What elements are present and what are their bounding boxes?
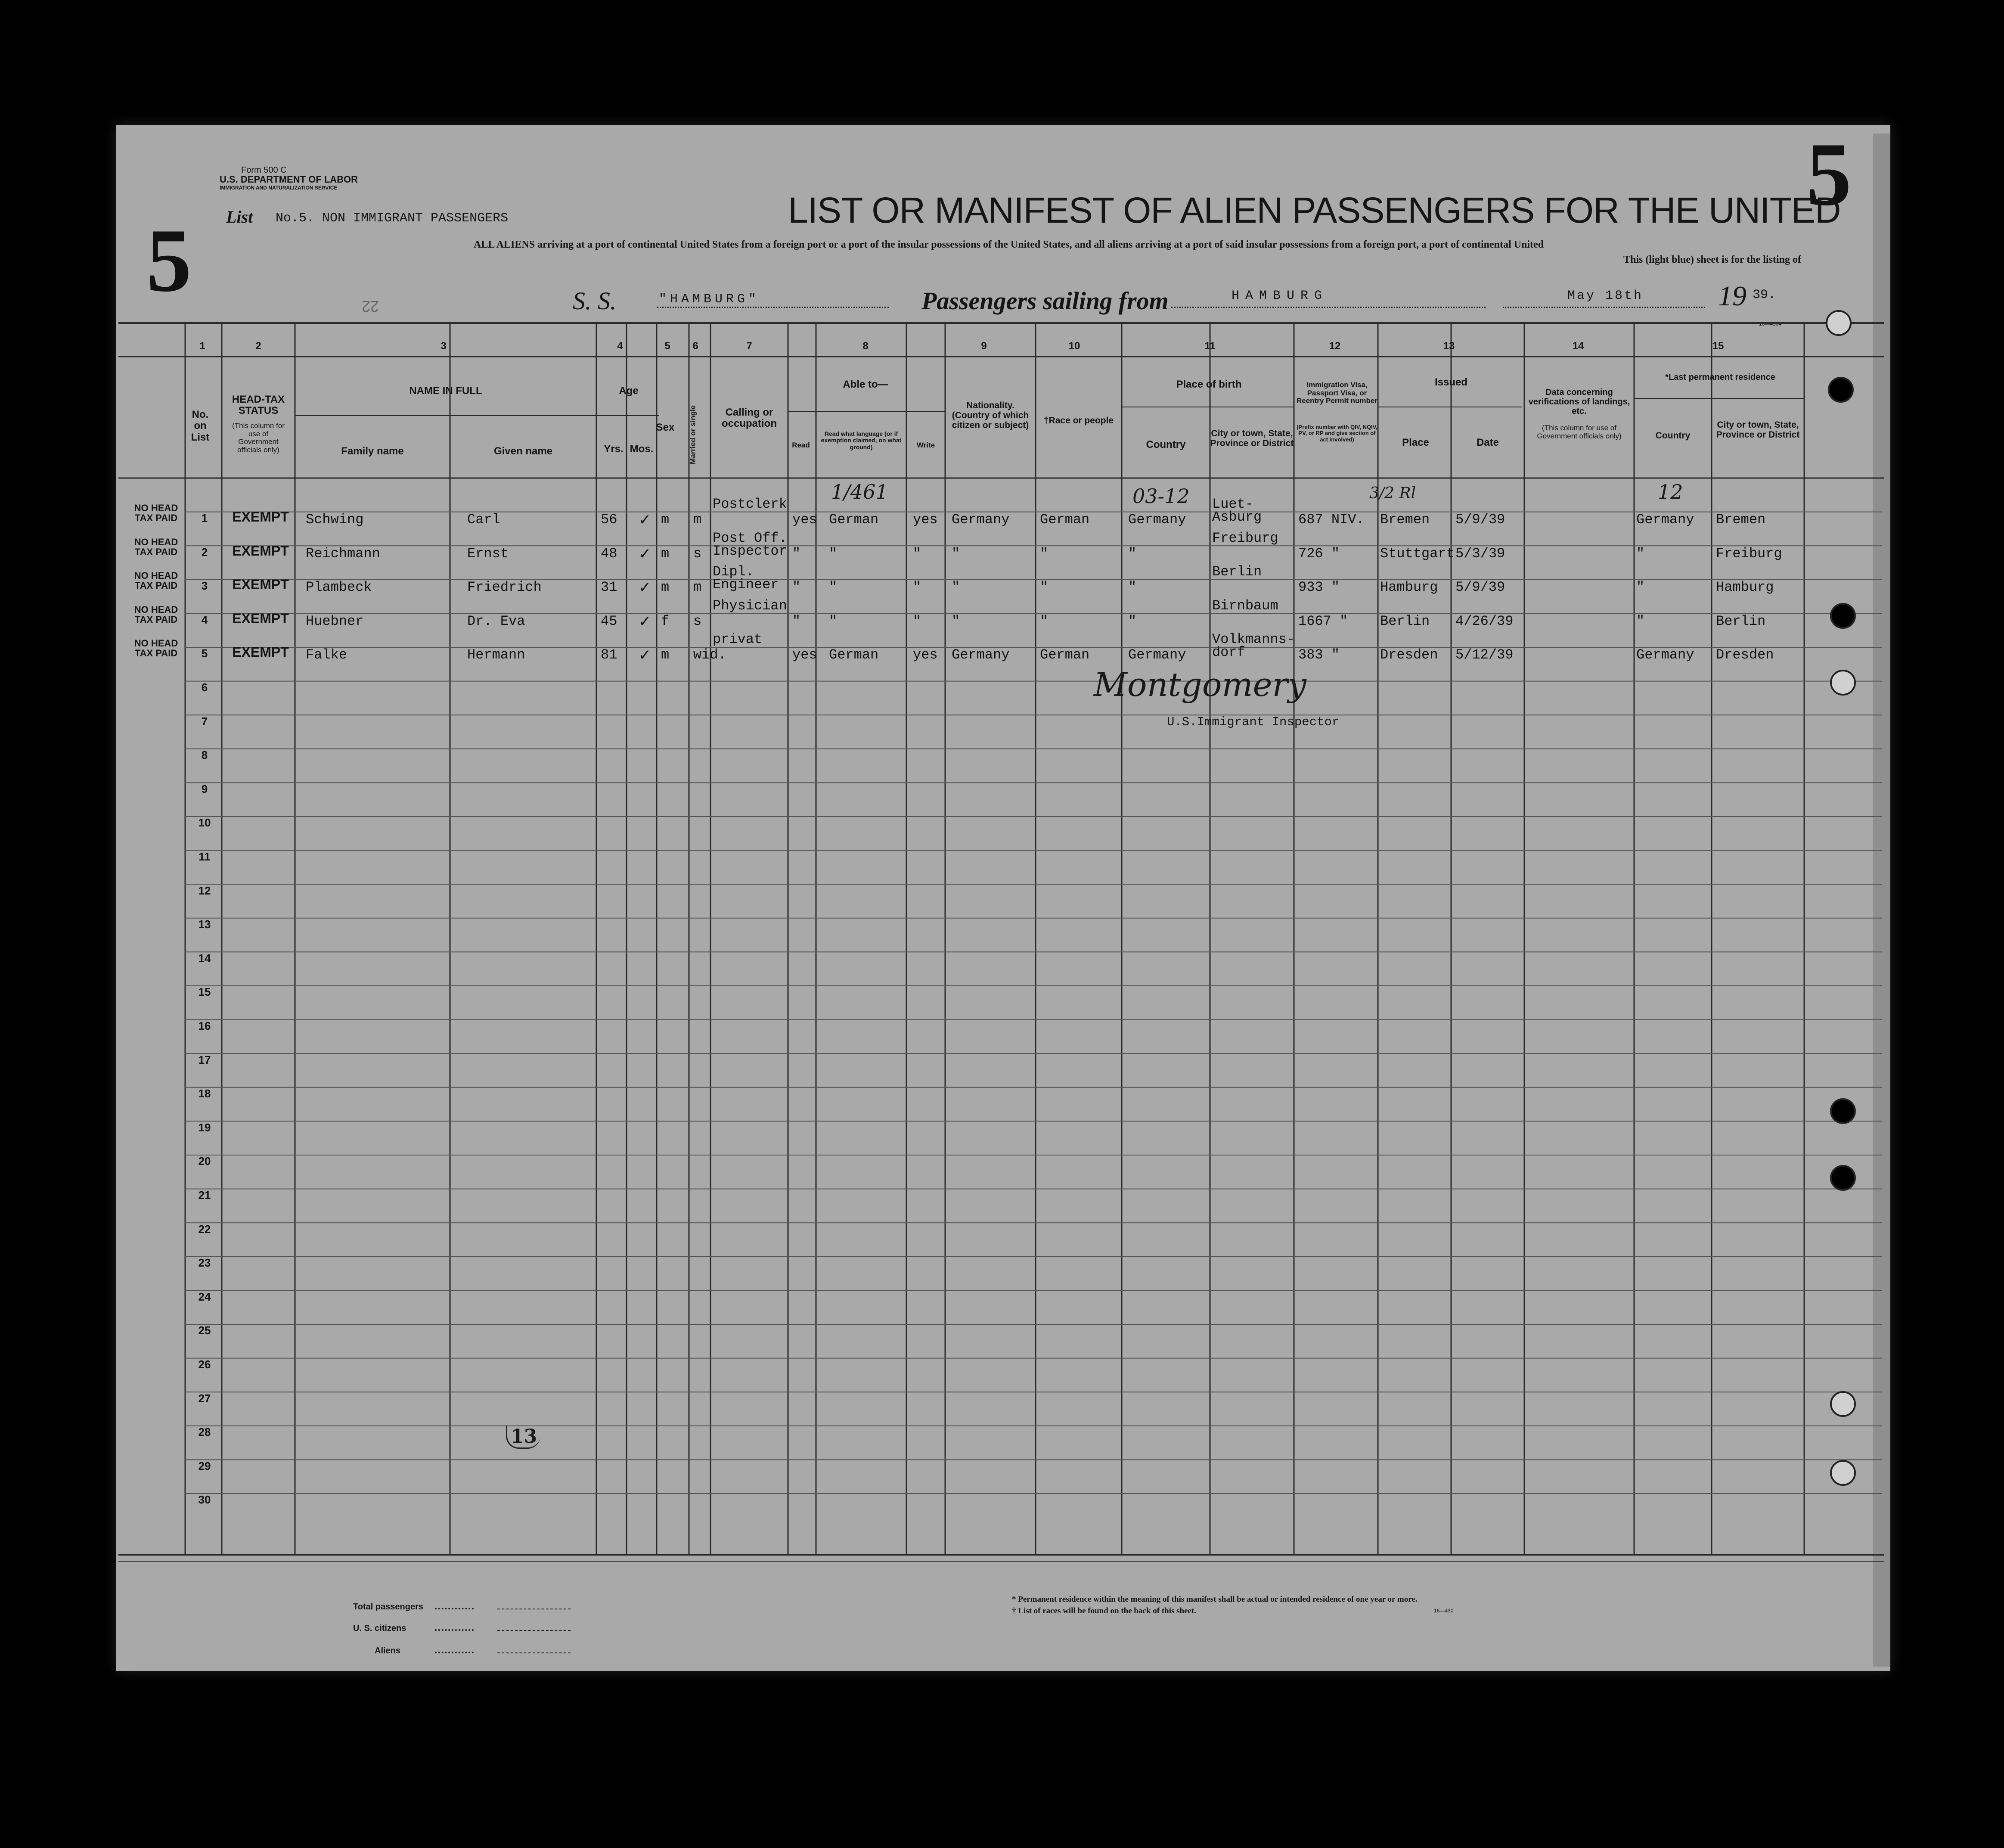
ss-label: S. S.: [573, 287, 617, 315]
row-number: 5: [201, 647, 208, 660]
nationality: Germany: [952, 647, 1010, 663]
footer-aliens-label: Aliens: [375, 1646, 401, 1655]
can-write: ": [913, 579, 921, 596]
row-number: 24: [198, 1290, 211, 1303]
header-res-country: Country: [1655, 431, 1691, 441]
header-able-to: Able to—: [843, 379, 888, 390]
row-number: 19: [198, 1121, 211, 1134]
exempt-stamp: EXEMPT: [232, 509, 289, 525]
row-number: 26: [198, 1358, 211, 1371]
punch-hole: [1830, 670, 1856, 696]
birth-city: Freiburg: [1212, 530, 1278, 546]
column-lines: [185, 323, 1804, 1555]
punch-hole: [1830, 1098, 1856, 1124]
residence-country: Germany: [1636, 512, 1694, 528]
birth-country: ": [1128, 579, 1137, 596]
stamp-code: 22: [362, 298, 379, 315]
check-mark: ✓: [639, 612, 650, 632]
read-language: German: [829, 512, 879, 528]
sheet-number-right: 5: [1806, 124, 1852, 224]
row-number: 2: [201, 545, 208, 559]
row-number: 21: [198, 1189, 211, 1202]
birth-city: Volkmanns-dorf: [1212, 631, 1295, 661]
punch-hole: [1828, 377, 1854, 403]
exempt-stamp: EXEMPT: [232, 577, 289, 593]
exempt-stamp: EXEMPT: [232, 644, 289, 660]
header-family-name: Family name: [341, 445, 404, 457]
race: ": [1040, 613, 1049, 629]
race: ": [1040, 545, 1049, 562]
row-number: 8: [201, 749, 208, 762]
nationality: Germany: [952, 512, 1010, 528]
marital-status: m: [693, 579, 702, 596]
residence-city: Dresden: [1716, 647, 1774, 663]
year-suffix: 39.: [1753, 288, 1776, 302]
header-verification-note: (This column for use of Government officials only): [1537, 424, 1622, 440]
check-mark: ✓: [639, 646, 650, 666]
column-number: 4: [617, 340, 623, 352]
column-number: 3: [441, 340, 447, 352]
marital-status: s: [693, 613, 702, 629]
residence-country: Germany: [1636, 647, 1694, 663]
check-mark: ✓: [639, 511, 650, 531]
read-language: German: [829, 647, 879, 663]
occupation: Physician: [713, 597, 787, 614]
birth-city: Luet-Asburg: [1212, 496, 1262, 525]
punch-hole: [1830, 1165, 1856, 1191]
head-tax-stamp: NO HEAD TAX PAID: [134, 536, 178, 557]
header-date: Date: [1476, 437, 1499, 448]
footer-code: 16—430: [1434, 1608, 1454, 1614]
visa-number: 1667 ": [1298, 613, 1348, 629]
row-number: 14: [198, 951, 211, 965]
annotation-4: 3/2 Rl: [1369, 485, 1416, 502]
list-label: List: [226, 207, 253, 227]
row-number: 18: [198, 1087, 211, 1100]
given-name: Ernst: [467, 545, 509, 562]
header-visa-note: (Prefix number with QIV, NQIV, PV, or RP and give section of act involved): [1297, 424, 1377, 443]
family-name: Plambeck: [306, 579, 372, 596]
header-place: Place: [1402, 437, 1429, 448]
header-calling: Calling or occupation: [721, 407, 777, 430]
header-res-city: City or town, State, Province or District: [1716, 420, 1800, 440]
family-name: Schwing: [306, 512, 364, 528]
visa-number: 933 ": [1298, 579, 1340, 596]
row-number: 4: [201, 613, 208, 626]
column-number: 14: [1572, 340, 1584, 352]
header-read-language: Read what language (or if exemption claimed, on what ground): [821, 430, 902, 450]
footer-total-label: Total passengers: [353, 1602, 424, 1612]
read-language: ": [829, 579, 838, 596]
race: German: [1040, 512, 1090, 528]
page-title: LIST OR MANIFEST OF ALIEN PASSENGERS FOR THE UNITED: [788, 190, 1841, 230]
issued-place: Berlin: [1380, 613, 1430, 629]
column-number: 1: [199, 340, 205, 352]
circled-number: 13: [506, 1426, 540, 1449]
birth-country: ": [1128, 545, 1137, 562]
race: German: [1040, 647, 1090, 663]
visa-number: 726 ": [1298, 545, 1340, 562]
issued-place: Hamburg: [1380, 579, 1438, 596]
sex: m: [661, 647, 670, 663]
read-language: ": [829, 545, 838, 562]
issued-place: Dresden: [1380, 647, 1438, 663]
residence-city: Freiburg: [1716, 545, 1782, 562]
row-number: 28: [198, 1426, 211, 1439]
occupation: Postclerk: [713, 496, 787, 512]
check-mark: ✓: [639, 545, 650, 565]
residence-country: ": [1636, 579, 1645, 596]
birth-country: Germany: [1128, 647, 1186, 663]
header-age: Age: [619, 385, 639, 397]
column-number: 2: [255, 340, 261, 352]
service: IMMIGRATION AND NATURALIZATION SERVICE: [220, 185, 338, 191]
header-race: †Race or people: [1043, 416, 1114, 426]
race: ": [1040, 579, 1049, 596]
birth-country: Germany: [1128, 512, 1186, 528]
head-tax-stamp: NO HEAD TAX PAID: [134, 503, 178, 524]
column-number: 8: [862, 340, 869, 352]
column-number: 15: [1712, 340, 1724, 352]
row-number: 22: [198, 1222, 211, 1236]
age-years: 45: [601, 613, 617, 629]
column-number: 5: [664, 340, 670, 352]
read-language: ": [829, 613, 838, 629]
row-number: 3: [201, 579, 208, 593]
residence-country: ": [1636, 613, 1645, 629]
header-mos: Mos.: [630, 443, 654, 455]
can-read: ": [792, 613, 801, 629]
residence-city: Berlin: [1716, 613, 1766, 629]
header-yrs: Yrs.: [604, 443, 624, 455]
header-given-name: Given name: [493, 445, 553, 457]
sex: m: [661, 545, 670, 562]
column-number: 9: [981, 340, 987, 352]
header-birth-city: City or town, State, Province or District: [1210, 429, 1294, 449]
subtitle-2: This (light blue) sheet is for the listing of: [1623, 254, 1801, 265]
check-mark: ✓: [639, 579, 650, 599]
punch-hole: [1830, 603, 1856, 629]
family-name: Falke: [306, 647, 347, 663]
header-head-tax: HEAD-TAX STATUS: [232, 394, 285, 417]
given-name: Dr. Eva: [467, 613, 525, 629]
punch-hole: [1826, 310, 1852, 336]
visa-number: 383 ": [1298, 647, 1340, 663]
can-write: ": [913, 613, 921, 629]
head-tax-stamp: NO HEAD TAX PAID: [134, 638, 178, 659]
port-name: HAMBURG: [1232, 289, 1328, 303]
sex: m: [661, 579, 670, 596]
birth-city: Birnbaum: [1212, 597, 1278, 614]
issued-date: 4/26/39: [1455, 613, 1514, 629]
header-married: Married or single: [689, 405, 697, 464]
header-place-of-birth: Place of birth: [1176, 379, 1242, 390]
marital-status: m: [693, 512, 702, 528]
exempt-stamp: EXEMPT: [232, 543, 289, 559]
issued-place: Stuttgart: [1380, 545, 1455, 562]
head-tax-stamp: NO HEAD TAX PAID: [134, 570, 178, 591]
row-number: 9: [201, 782, 208, 795]
can-read: yes: [792, 647, 817, 663]
sex: m: [661, 512, 670, 528]
nationality: ": [952, 545, 960, 562]
inspector-label: U.S.Immigrant Inspector: [1167, 715, 1340, 729]
punch-hole: [1830, 1391, 1856, 1417]
year-prefix: 19: [1718, 280, 1747, 312]
marital-status: s: [693, 545, 702, 562]
footer-citizens-line: [497, 1630, 571, 1631]
list-value: No.5. NON IMMIGRANT PASSENGERS: [276, 211, 509, 226]
punch-hole: [1830, 1460, 1856, 1486]
row-number: 15: [198, 985, 211, 999]
residence-city: Bremen: [1716, 512, 1766, 528]
birth-country: ": [1128, 613, 1137, 629]
row-number: 23: [198, 1256, 211, 1270]
can-write: yes: [913, 647, 938, 663]
occupation: Post Off. Inspector: [713, 530, 787, 559]
row-number: 6: [201, 681, 208, 694]
can-read: ": [792, 545, 801, 562]
inspector-signature: Montgomery: [1094, 665, 1306, 704]
row-number: 17: [198, 1053, 211, 1066]
footer-note-2: † List of races will be found on the back of this sheet.: [1012, 1606, 1197, 1615]
row-number: 1: [201, 512, 208, 525]
column-number: 10: [1068, 340, 1080, 352]
header-nationality: Nationality. (Country of which citizen or subject): [952, 401, 1029, 431]
header-verification: Data concerning verifications of landings, etc.: [1528, 388, 1630, 416]
header-birth-country: Country: [1146, 439, 1186, 450]
birth-city: Berlin: [1212, 564, 1262, 580]
header-read: Read: [792, 441, 810, 449]
header-name-in-full: NAME IN FULL: [409, 385, 482, 397]
given-name: Hermann: [467, 647, 525, 663]
footer-aliens-line: [497, 1652, 571, 1653]
given-name: Carl: [467, 512, 500, 528]
age-years: 56: [601, 512, 617, 528]
can-read: ": [792, 579, 801, 596]
column-number: 11: [1204, 340, 1216, 352]
header-visa: Immigration Visa, Passport Visa, or Reentry Permit number: [1297, 381, 1377, 405]
column-number: 7: [746, 340, 752, 352]
visa-number: 687 NIV.: [1298, 512, 1365, 528]
sheet-number-left: 5: [146, 211, 192, 311]
age-years: 31: [601, 579, 617, 596]
sex: f: [661, 613, 670, 629]
sailing-label: Passengers sailing from: [921, 287, 1169, 315]
ship-name: "HAMBURG": [659, 292, 760, 307]
row-number: 20: [198, 1155, 211, 1168]
row-number: 16: [198, 1019, 211, 1032]
row-number: 11: [199, 850, 211, 863]
given-name: Friedrich: [467, 579, 542, 596]
age-years: 48: [601, 545, 617, 562]
residence-city: Hamburg: [1716, 579, 1774, 596]
header-write: Write: [916, 441, 935, 449]
footer-citizens-dots: [435, 1629, 474, 1631]
column-number: 13: [1443, 340, 1455, 352]
footer-total-dots: [435, 1608, 474, 1609]
row-number: 12: [198, 884, 211, 897]
column-number: 6: [692, 340, 698, 352]
row-number: 29: [198, 1459, 211, 1472]
form-code: 16—4304: [1759, 321, 1782, 327]
form-number: Form 500 C: [241, 165, 287, 175]
can-write: ": [913, 545, 921, 562]
exempt-stamp: EXEMPT: [232, 610, 289, 626]
family-name: Huebner: [306, 613, 364, 629]
footer-aliens-dots: [435, 1652, 474, 1653]
footer-citizens-label: U. S. citizens: [353, 1624, 406, 1633]
date-value: May 18th: [1567, 289, 1644, 303]
row-number: 7: [201, 714, 208, 728]
header-no-on-list: No. on List: [191, 409, 210, 443]
row-number: 27: [198, 1391, 211, 1405]
header-sex: Sex: [656, 422, 675, 433]
issued-date: 5/12/39: [1455, 647, 1514, 663]
residence-country: ": [1636, 545, 1645, 562]
annotation-1: 1/461: [831, 480, 888, 503]
header-issued: Issued: [1434, 376, 1468, 388]
header-head-tax-note: (This column for use of Government officials only): [232, 422, 285, 454]
issued-date: 5/9/39: [1455, 579, 1505, 596]
issued-place: Bremen: [1380, 512, 1430, 528]
age-years: 81: [601, 647, 617, 663]
row-number: 30: [198, 1493, 211, 1506]
header-last-residence: *Last permanent residence: [1665, 373, 1775, 382]
annotation-3: 12: [1658, 480, 1683, 503]
row-number: 25: [198, 1324, 211, 1337]
can-read: yes: [792, 512, 817, 528]
footer-note-1: * Permanent residence within the meaning of this manifest shall be actual or intended residence of one year or more.: [1012, 1595, 1418, 1604]
issued-date: 5/9/39: [1455, 512, 1505, 528]
occupation: Dipl. Engineer: [713, 564, 779, 593]
nationality: ": [952, 613, 960, 629]
occupation: privat: [713, 631, 763, 648]
family-name: Reichmann: [306, 545, 380, 562]
nationality: ": [952, 579, 960, 596]
head-tax-stamp: NO HEAD TAX PAID: [134, 604, 178, 625]
issued-date: 5/3/39: [1455, 545, 1505, 562]
department: U.S. DEPARTMENT OF LABOR: [220, 174, 358, 185]
column-number: 12: [1329, 340, 1341, 352]
subtitle-1: ALL ALIENS arriving at a port of continental United States from a foreign port or a port of the insular possessions of the United States, and all aliens arriving at a port of said insular possessions from a foreign port, a port of continental United: [474, 239, 1544, 250]
marital-status: wid.: [693, 647, 726, 663]
row-number: 10: [198, 816, 211, 829]
can-write: yes: [913, 512, 938, 528]
row-number: 13: [198, 918, 211, 931]
annotation-2: 03-12: [1132, 485, 1190, 508]
